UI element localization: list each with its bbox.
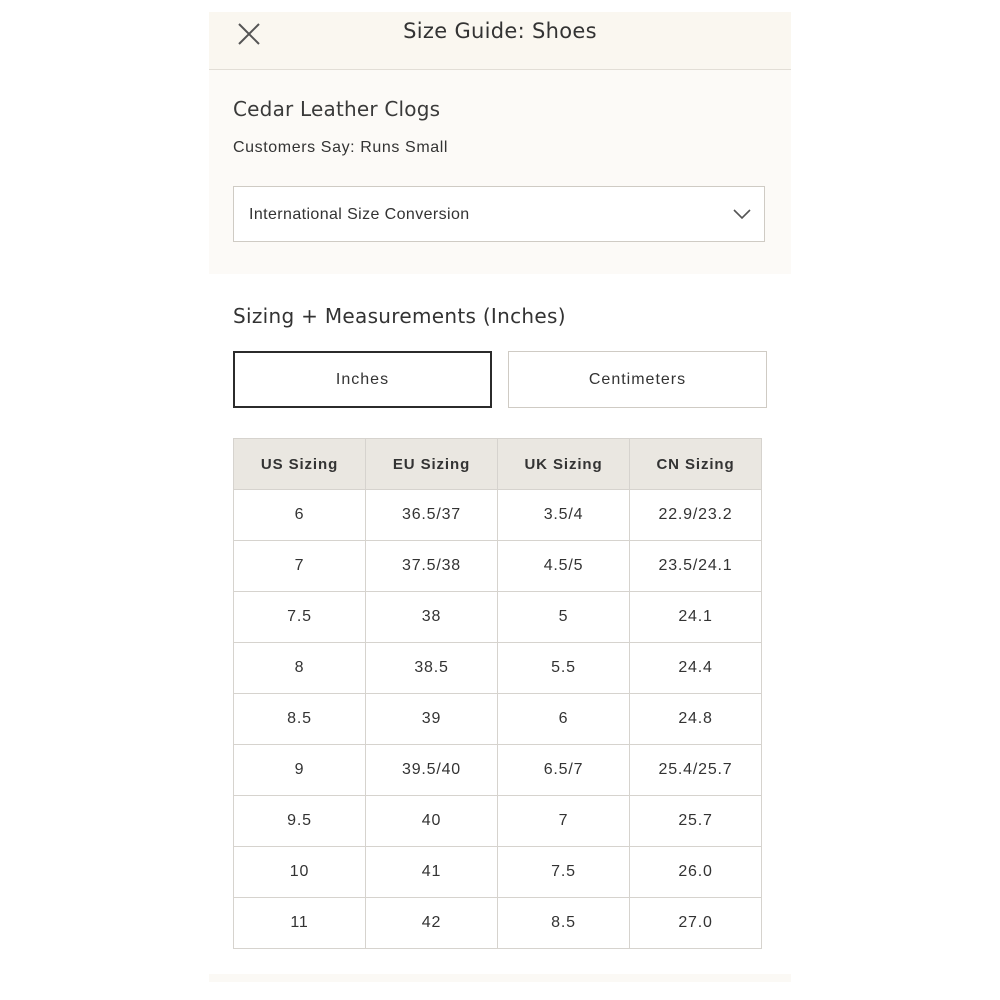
table-row — [234, 847, 762, 898]
page-title: Size Guide: Shoes — [403, 19, 597, 43]
cell-us: 8 — [234, 643, 366, 694]
conversion-select-label: International Size Conversion — [249, 206, 470, 223]
cell-cn: 25.4/25.7 — [630, 745, 762, 796]
table-row — [234, 745, 762, 796]
cell-eu: 37.5/38 — [366, 541, 498, 592]
size-guide-panel — [209, 12, 791, 982]
cell-us: 7.5 — [234, 592, 366, 643]
size-guide-header — [209, 12, 791, 70]
cell-us: 9.5 — [234, 796, 366, 847]
cell-cn: 26.0 — [630, 847, 762, 898]
cell-eu: 39 — [366, 694, 498, 745]
table-row — [234, 643, 762, 694]
cell-cn: 24.8 — [630, 694, 762, 745]
table-row — [234, 796, 762, 847]
table-row — [234, 898, 762, 949]
cell-cn: 22.9/23.2 — [630, 490, 762, 541]
cell-eu: 36.5/37 — [366, 490, 498, 541]
cell-eu: 39.5/40 — [366, 745, 498, 796]
cell-us: 8.5 — [234, 694, 366, 745]
cell-cn: 24.4 — [630, 643, 762, 694]
table-header-row — [234, 439, 762, 490]
inches-button[interactable]: Inches — [233, 351, 492, 408]
cell-cn: 23.5/24.1 — [630, 541, 762, 592]
cell-cn: 25.7 — [630, 796, 762, 847]
table-row — [234, 490, 762, 541]
cell-eu: 42 — [366, 898, 498, 949]
cell-eu: 38 — [366, 592, 498, 643]
column-header-us: US Sizing — [234, 439, 366, 490]
cell-eu: 41 — [366, 847, 498, 898]
cell-uk: 6.5/7 — [498, 745, 630, 796]
chevron-down-icon — [732, 207, 752, 221]
column-header-cn: CN Sizing — [630, 439, 762, 490]
cell-uk: 7.5 — [498, 847, 630, 898]
cell-us: 10 — [234, 847, 366, 898]
cell-cn: 27.0 — [630, 898, 762, 949]
cell-us: 6 — [234, 490, 366, 541]
section-title: Sizing + Measurements (Inches) — [233, 304, 566, 328]
cell-eu: 40 — [366, 796, 498, 847]
cell-uk: 7 — [498, 796, 630, 847]
footer-divider — [209, 974, 791, 982]
product-name: Cedar Leather Clogs — [233, 97, 441, 121]
fit-note: Customers Say: Runs Small — [233, 139, 449, 156]
cell-us: 9 — [234, 745, 366, 796]
product-info — [209, 70, 791, 274]
size-table — [233, 438, 762, 949]
cell-uk: 6 — [498, 694, 630, 745]
cell-uk: 3.5/4 — [498, 490, 630, 541]
conversion-select[interactable] — [233, 186, 765, 242]
cell-us: 7 — [234, 541, 366, 592]
column-header-eu: EU Sizing — [366, 439, 498, 490]
cell-us: 11 — [234, 898, 366, 949]
cell-eu: 38.5 — [366, 643, 498, 694]
cell-uk: 5.5 — [498, 643, 630, 694]
cell-cn: 24.1 — [630, 592, 762, 643]
table-row — [234, 541, 762, 592]
cell-uk: 4.5/5 — [498, 541, 630, 592]
centimeters-button[interactable]: Centimeters — [508, 351, 767, 408]
column-header-uk: UK Sizing — [498, 439, 630, 490]
cell-uk: 8.5 — [498, 898, 630, 949]
table-row — [234, 592, 762, 643]
cell-uk: 5 — [498, 592, 630, 643]
table-row — [234, 694, 762, 745]
